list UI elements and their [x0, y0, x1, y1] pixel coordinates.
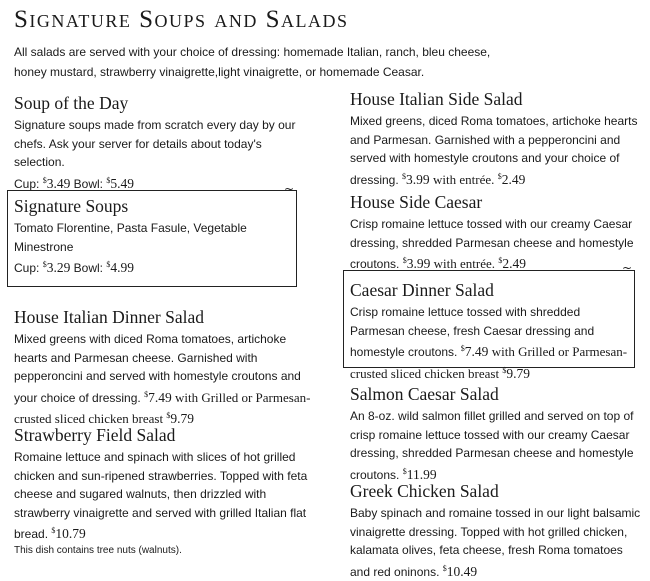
- addon-price: $9.79: [166, 411, 195, 426]
- signature-soups-box: [7, 190, 297, 287]
- cup-price: $3.29: [42, 260, 71, 275]
- item-price: $11.99: [402, 466, 437, 482]
- pen-mark-icon: ~: [284, 182, 295, 196]
- strawberry-field-salad: [14, 424, 314, 558]
- item-description: Mixed greens with diced Roma tomatoes, artichoke hearts and Parmesan cheese. Garnished with pepperoncini and served with homestyle croutons and your choice of dressing.: [14, 332, 301, 405]
- item-price: $7.49: [460, 344, 489, 359]
- bowl-label: Bowl:: [73, 261, 104, 275]
- item-name: Greek Chicken Salad: [350, 481, 499, 501]
- addon-text: with Grilled or Parmesan-crusted sliced chicken breast: [350, 344, 628, 381]
- entree-label: with entrée.: [433, 171, 495, 187]
- item-price: $7.49: [144, 389, 172, 405]
- item-description: An 8-oz. wild salmon fillet grilled and served on top of crisp romaine lettuce tossed with our creamy Caesar dressing, shredded Parmesan cheese and homestyle croutons.: [350, 409, 634, 482]
- item-price: $3.99: [402, 171, 430, 187]
- greek-chicken-salad: [350, 480, 642, 581]
- item-name: House Side Caesar: [350, 192, 483, 212]
- item-description: Crisp romaine lettuce tossed with our creamy Caesar dressing, shredded Parmesan cheese and homestyle croutons.: [350, 217, 634, 271]
- item-description: Baby spinach and romaine tossed in our light balsamic vinaigrette dressing. Topped with hot grilled chicken, kalamata olives, feta cheese, fresh Roma tomatoes and red oninons.: [350, 506, 641, 579]
- dressing-intro: All salads are served with your choice of dressing: homemade Italian, ranch, bleu cheese, honey mustard, strawberry vinaigrette,light vinaigrette, or homemade Ceasar.: [14, 45, 491, 79]
- entree-price: $2.49: [498, 256, 527, 271]
- item-name: Soup of the Day: [14, 93, 129, 113]
- page-title: Signature Soups and Salads: [14, 6, 349, 33]
- entree-price: $2.49: [497, 171, 526, 187]
- allergy-note: This dish contains tree nuts (walnuts).: [14, 544, 182, 556]
- item-name: House Italian Dinner Salad: [14, 307, 205, 327]
- salmon-caesar-salad: [350, 383, 642, 484]
- item-price: $3.99: [402, 256, 431, 271]
- bowl-label: Bowl:: [73, 176, 104, 191]
- pen-mark-icon: ~: [622, 261, 633, 275]
- soup-of-the-day: [14, 92, 314, 193]
- item-price: $10.49: [442, 563, 478, 579]
- item-description: Romaine lettuce and spinach with slices of hot grilled chicken and sun-ripened strawberries. Topped with feta cheese and sugared walnuts, then drizzled with strawberry vinaigrette and served with grilled Italian flat bread.: [14, 450, 308, 541]
- cup-label: Cup:: [14, 176, 40, 191]
- cup-price: $3.49: [42, 175, 71, 191]
- addon-text: with Grilled or Parmesan-crusted sliced chicken breast: [14, 389, 311, 426]
- item-name: Salmon Caesar Salad: [350, 384, 499, 404]
- item-name: Caesar Dinner Salad: [350, 280, 494, 300]
- item-price: $10.79: [51, 526, 86, 541]
- house-italian-dinner-salad: [14, 306, 314, 429]
- addon-price: $9.79: [502, 365, 531, 381]
- item-description: Mixed greens, diced Roma tomatoes, artichoke hearts and Parmesan. Garnished with a pepperoncini and served with homestyle croutons and your choice of dressing.: [350, 114, 638, 187]
- bowl-price: $4.99: [106, 260, 134, 275]
- item-description: Signature soups made from scratch every day by our chefs. Ask your server for details about today's selection.: [14, 118, 296, 169]
- entree-label: with entrée.: [433, 256, 496, 271]
- house-italian-side-salad: [350, 88, 640, 189]
- item-description: Tomato Florentine, Pasta Fasule, Vegetable Minestrone: [14, 221, 247, 254]
- item-description: Crisp romaine lettuce tossed with shredded Parmesan cheese, fresh Caesar dressing and homestyle croutons.: [350, 305, 595, 359]
- house-side-caesar: [350, 191, 642, 274]
- cup-label: Cup:: [14, 261, 40, 275]
- item-name: House Italian Side Salad: [350, 89, 523, 109]
- bowl-price: $5.49: [106, 175, 134, 191]
- item-name: Strawberry Field Salad: [14, 425, 176, 445]
- item-name: Signature Soups: [14, 196, 129, 216]
- caesar-dinner-salad-box: [343, 270, 635, 381]
